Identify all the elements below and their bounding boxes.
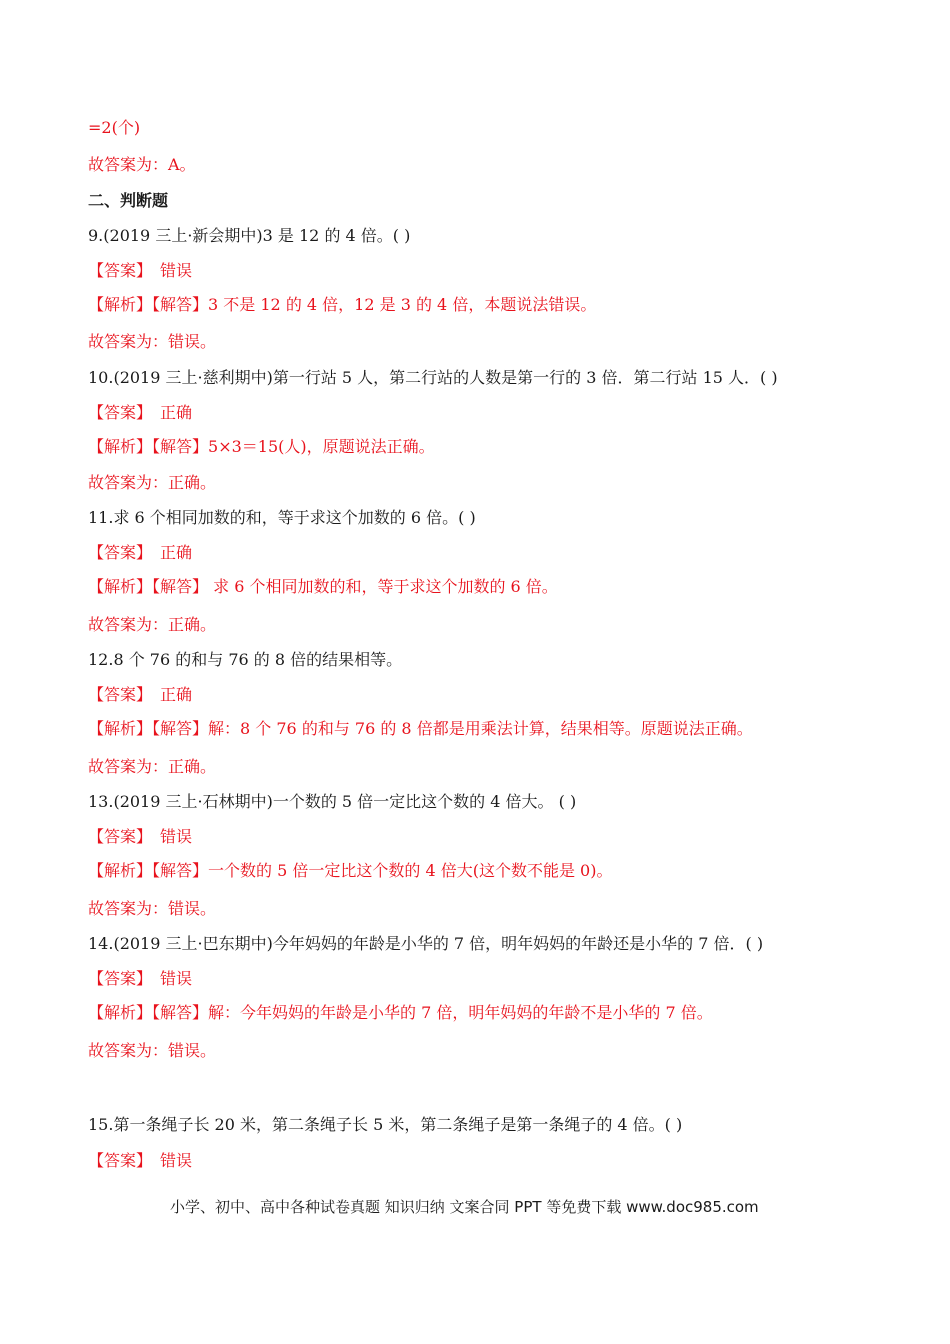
analysis-row (88, 1003, 713, 1023)
analysis-label: 【解析】【解答】 (88, 861, 209, 880)
conclusion-text: 故答案为：正确。 (88, 615, 217, 634)
answer-row (88, 403, 192, 423)
analysis-text: 解：今年妈妈的年龄是小华的 7 倍，明年妈妈的年龄不是小华的 7 倍。 (208, 1003, 713, 1022)
answer-value: 正确 (160, 543, 193, 562)
question-text: 12.8 个 76 的和与 76 的 8 倍的结果相等。 (88, 650, 403, 669)
answer-label: 【答案】 (88, 969, 153, 988)
conclusion-text: 故答案为：正确。 (88, 757, 217, 776)
conclusion-text: 故答案为：错误。 (88, 1041, 217, 1060)
analysis-label: 【解析】【解答】 (88, 1003, 209, 1022)
analysis-text: 一个数的 5 倍一定比这个数的 4 倍大(这个数不能是 0)。 (208, 861, 613, 880)
answer-row (88, 827, 192, 847)
answer-label: 【答案】 (88, 1151, 153, 1170)
answer-row (88, 685, 192, 705)
answer-label: 【答案】 (88, 403, 153, 422)
answer-value: 错误 (160, 827, 193, 846)
answer-value: 错误 (160, 969, 193, 988)
analysis-row (88, 577, 558, 597)
answer-row (88, 969, 192, 989)
analysis-label: 【解析】【解答】 (88, 577, 209, 596)
question-text: 13.(2019 三上·石林期中)一个数的 5 倍一定比这个数的 4 倍大。 ( ) (88, 792, 577, 811)
question-text: 14.(2019 三上·巴东期中)今年妈妈的年龄是小华的 7 倍，明年妈妈的年龄还是小华的 7 倍．( ) (88, 934, 764, 953)
analysis-label: 【解析】【解答】 (88, 437, 209, 456)
analysis-text: 5×3＝15(人)，原题说法正确。 (208, 437, 435, 456)
conclusion-text: 故答案为：正确。 (88, 473, 217, 492)
conclusion-text: 故答案为：错误。 (88, 899, 217, 918)
page-footer: 小学、初中、高中各种试卷真题 知识归纳 文案合同 PPT 等免费下载 www.doc985.com (170, 1198, 759, 1216)
answer-label: 【答案】 (88, 543, 153, 562)
question-text: 9.(2019 三上·新会期中)3 是 12 的 4 倍。( ) (88, 226, 411, 245)
answer-label: 【答案】 (88, 685, 153, 704)
answer-row (88, 1151, 192, 1171)
analysis-label: 【解析】【解答】 (88, 719, 209, 738)
intro-calc: =2(个) (88, 118, 141, 137)
answer-value: 正确 (160, 685, 193, 704)
analysis-text: 3 不是 12 的 4 倍，12 是 3 的 4 倍，本题说法错误。 (208, 295, 597, 314)
analysis-row (88, 861, 612, 881)
answer-row (88, 543, 192, 563)
answer-label: 【答案】 (88, 261, 153, 280)
answer-value: 正确 (160, 403, 193, 422)
question-text: 11.求 6 个相同加数的和，等于求这个加数的 6 倍。( ) (88, 508, 476, 527)
analysis-text: 求 6 个相同加数的和，等于求这个加数的 6 倍。 (208, 577, 558, 596)
answer-value: 错误 (160, 1151, 193, 1170)
answer-label: 【答案】 (88, 827, 153, 846)
intro-conclusion: 故答案为：A。 (88, 155, 196, 174)
analysis-text: 解：8 个 76 的和与 76 的 8 倍都是用乘法计算，结果相等。原题说法正确。 (208, 719, 753, 738)
question-text: 15.第一条绳子长 20 米，第二条绳子长 5 米，第二条绳子是第一条绳子的 4 倍。( ) (88, 1115, 683, 1134)
section-title: 二、判断题 (88, 191, 169, 210)
analysis-row (88, 437, 435, 457)
conclusion-text: 故答案为：错误。 (88, 332, 217, 351)
answer-row (88, 261, 192, 281)
question-text: 10.(2019 三上·慈利期中)第一行站 5 人，第二行站的人数是第一行的 3 倍．第二行站 15 人．( ) (88, 368, 778, 387)
answer-value: 错误 (160, 261, 193, 280)
analysis-row (88, 719, 753, 739)
analysis-row (88, 295, 596, 315)
analysis-label: 【解析】【解答】 (88, 295, 209, 314)
